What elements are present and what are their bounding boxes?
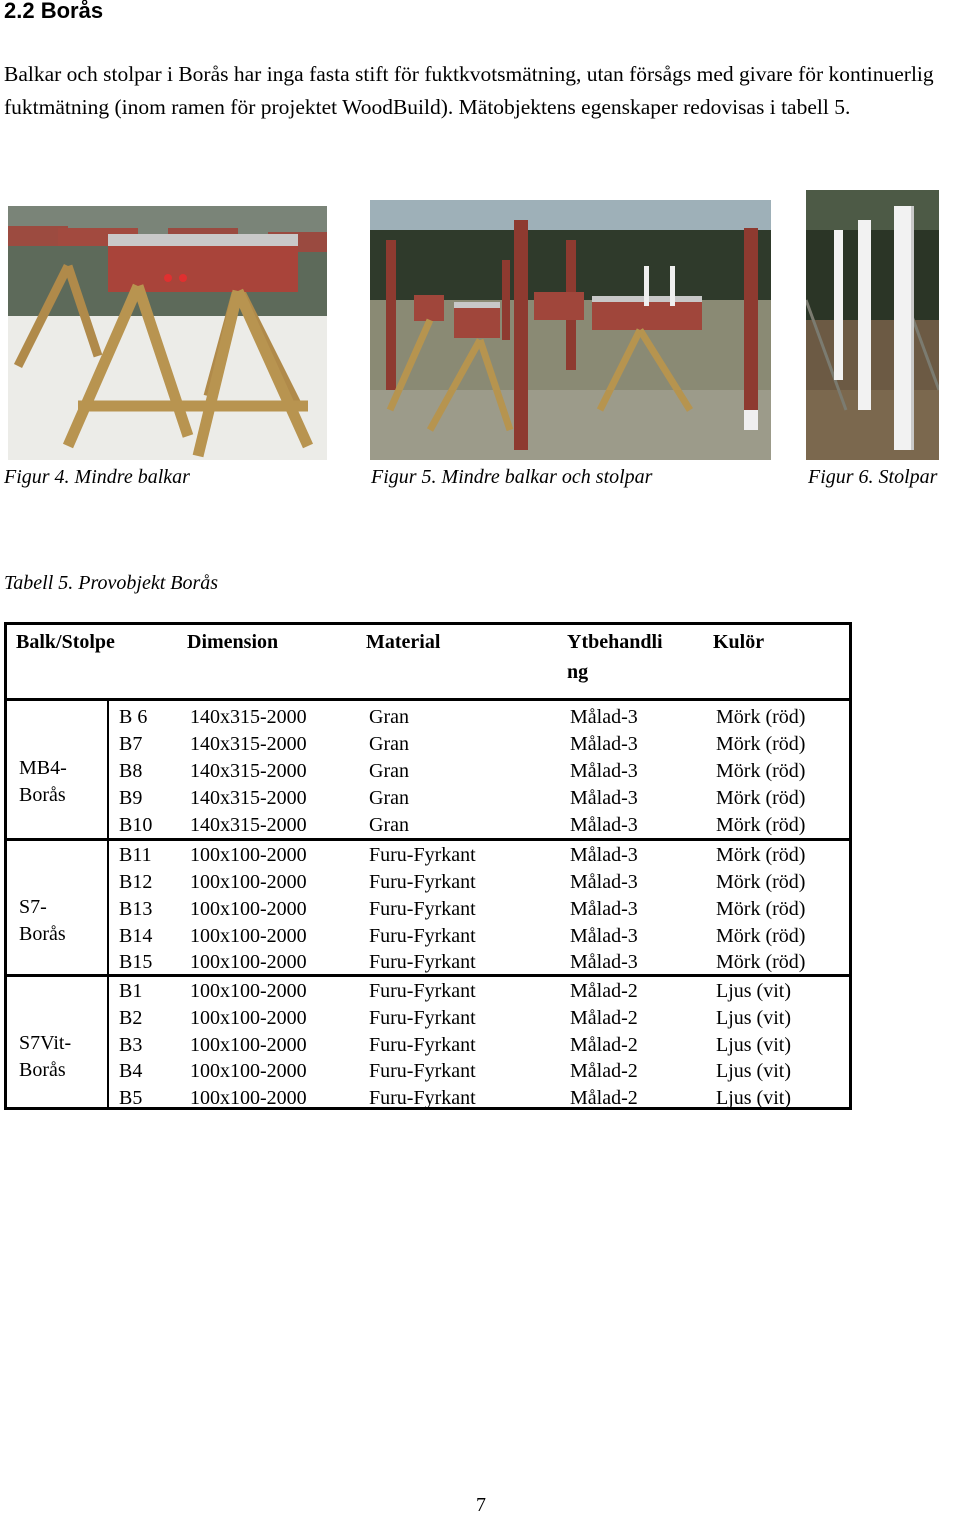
cell-id: B2 (119, 1007, 143, 1029)
cell-color: Mörk (röd) (716, 787, 806, 809)
cell-treatment: Målad-3 (570, 871, 638, 893)
cell-material: Gran (369, 760, 409, 782)
cell-id: B14 (119, 925, 153, 947)
cell-material: Furu-Fyrkant (369, 898, 476, 920)
cell-id: B 6 (119, 706, 148, 728)
table-row (7, 704, 849, 731)
group-label-line1: S7Vit- (19, 1032, 72, 1054)
cell-material: Furu-Fyrkant (369, 844, 476, 866)
cell-material: Furu-Fyrkant (369, 1060, 476, 1082)
cell-color: Mörk (röd) (716, 871, 806, 893)
cell-dimension: 100x100-2000 (190, 1060, 307, 1082)
cell-treatment: Målad-3 (570, 787, 638, 809)
page-number: 7 (476, 1494, 486, 1516)
cell-material: Gran (369, 733, 409, 755)
intro-paragraph: Balkar och stolpar i Borås har inga fasta stift för fuktkvotsmätning, utan försågs med givare för kontinuerlig fuktmätning (inom ramen för projektet WoodBuild). Mätobjektens egenskaper redovisas i tabell 5. (4, 62, 934, 119)
cell-id: B9 (119, 787, 143, 809)
table-row (7, 785, 849, 812)
section-heading: 2.2 Borås (4, 0, 104, 23)
cell-treatment: Målad-3 (570, 951, 638, 973)
cell-dimension: 140x315-2000 (190, 760, 307, 782)
cell-color: Ljus (vit) (716, 1087, 791, 1109)
group-label-line2: Borås (19, 1059, 66, 1081)
cell-id: B8 (119, 760, 143, 782)
header-ytbehandling-line1: Ytbehandli (567, 631, 663, 653)
cell-treatment: Målad-3 (570, 733, 638, 755)
figure-5-caption: Figur 5. Mindre balkar och stolpar (371, 466, 653, 488)
cell-treatment: Målad-3 (570, 898, 638, 920)
table-row (7, 1032, 849, 1059)
cell-material: Furu-Fyrkant (369, 1087, 476, 1109)
cell-id: B5 (119, 1087, 143, 1109)
cell-color: Ljus (vit) (716, 1060, 791, 1082)
cell-material: Gran (369, 814, 409, 836)
figure-4-photo (8, 206, 327, 460)
header-dimension: Dimension (187, 631, 279, 653)
table-row (7, 731, 849, 758)
group-label-line2: Borås (19, 923, 66, 945)
table-group-mb4 (7, 701, 849, 841)
table-group-s7 (7, 841, 849, 977)
group-label-line2: Borås (19, 784, 66, 806)
cell-color: Mörk (röd) (716, 760, 806, 782)
cell-dimension: 140x315-2000 (190, 814, 307, 836)
cell-color: Ljus (vit) (716, 1034, 791, 1056)
header-ytbehandling-line2: ng (567, 661, 589, 683)
header-ytbehandling (567, 627, 663, 687)
cell-color: Mörk (röd) (716, 706, 806, 728)
cell-treatment: Målad-2 (570, 1034, 638, 1056)
cell-color: Mörk (röd) (716, 951, 806, 973)
cell-dimension: 100x100-2000 (190, 871, 307, 893)
cell-treatment: Målad-3 (570, 706, 638, 728)
cell-treatment: Målad-2 (570, 980, 638, 1002)
provobjekt-table (4, 622, 852, 1110)
table-row (7, 978, 849, 1005)
table-row (7, 949, 849, 976)
cell-dimension: 140x315-2000 (190, 787, 307, 809)
cell-dimension: 100x100-2000 (190, 898, 307, 920)
cell-treatment: Målad-2 (570, 1060, 638, 1082)
group-label-line1: S7- (19, 896, 47, 918)
cell-treatment: Målad-2 (570, 1007, 638, 1029)
table-row (7, 758, 849, 785)
cell-color: Mörk (röd) (716, 733, 806, 755)
cell-material: Gran (369, 706, 409, 728)
table-caption: Tabell 5. Provobjekt Borås (4, 572, 219, 594)
cell-dimension: 100x100-2000 (190, 1007, 307, 1029)
cell-id: B11 (119, 844, 152, 866)
table-row (7, 812, 849, 839)
cell-material: Gran (369, 787, 409, 809)
figure-4-caption: Figur 4. Mindre balkar (4, 466, 190, 488)
cell-material: Furu-Fyrkant (369, 925, 476, 947)
cell-id: B7 (119, 733, 143, 755)
cell-treatment: Målad-3 (570, 760, 638, 782)
cell-dimension: 140x315-2000 (190, 706, 307, 728)
cell-color: Mörk (röd) (716, 844, 806, 866)
cell-id: B3 (119, 1034, 143, 1056)
cell-material: Furu-Fyrkant (369, 1007, 476, 1029)
cell-treatment: Målad-2 (570, 1087, 638, 1109)
cell-dimension: 100x100-2000 (190, 951, 307, 973)
header-balk-stolpe: Balk/Stolpe (16, 631, 115, 653)
cell-dimension: 140x315-2000 (190, 733, 307, 755)
cell-color: Mörk (röd) (716, 814, 806, 836)
cell-color: Mörk (röd) (716, 925, 806, 947)
cell-material: Furu-Fyrkant (369, 951, 476, 973)
table-row (7, 923, 849, 950)
group-label-line1: MB4- (19, 757, 67, 779)
figure-6-photo (806, 190, 939, 460)
header-kulor: Kulör (713, 631, 765, 653)
cell-id: B10 (119, 814, 153, 836)
cell-treatment: Målad-3 (570, 925, 638, 947)
cell-dimension: 100x100-2000 (190, 844, 307, 866)
cell-material: Furu-Fyrkant (369, 1034, 476, 1056)
table-header (7, 625, 849, 701)
cell-treatment: Målad-3 (570, 844, 638, 866)
cell-dimension: 100x100-2000 (190, 1034, 307, 1056)
figure-5-photo (370, 200, 771, 460)
table-row (7, 842, 849, 869)
cell-material: Furu-Fyrkant (369, 980, 476, 1002)
cell-id: B1 (119, 980, 143, 1002)
table-group-s7vit (7, 977, 849, 1110)
cell-treatment: Målad-3 (570, 814, 638, 836)
cell-material: Furu-Fyrkant (369, 871, 476, 893)
table-row (7, 1085, 849, 1112)
cell-id: B4 (119, 1060, 143, 1082)
cell-dimension: 100x100-2000 (190, 980, 307, 1002)
cell-id: B15 (119, 951, 153, 973)
cell-color: Ljus (vit) (716, 1007, 791, 1029)
table-row (7, 869, 849, 896)
table-row (7, 1058, 849, 1085)
cell-dimension: 100x100-2000 (190, 1087, 307, 1109)
cell-color: Ljus (vit) (716, 980, 791, 1002)
table-row (7, 1005, 849, 1032)
cell-id: B12 (119, 871, 153, 893)
table-row (7, 896, 849, 923)
cell-color: Mörk (röd) (716, 898, 806, 920)
figure-6-caption: Figur 6. Stolpar (808, 466, 938, 488)
cell-id: B13 (119, 898, 153, 920)
cell-dimension: 100x100-2000 (190, 925, 307, 947)
header-material: Material (366, 631, 441, 653)
